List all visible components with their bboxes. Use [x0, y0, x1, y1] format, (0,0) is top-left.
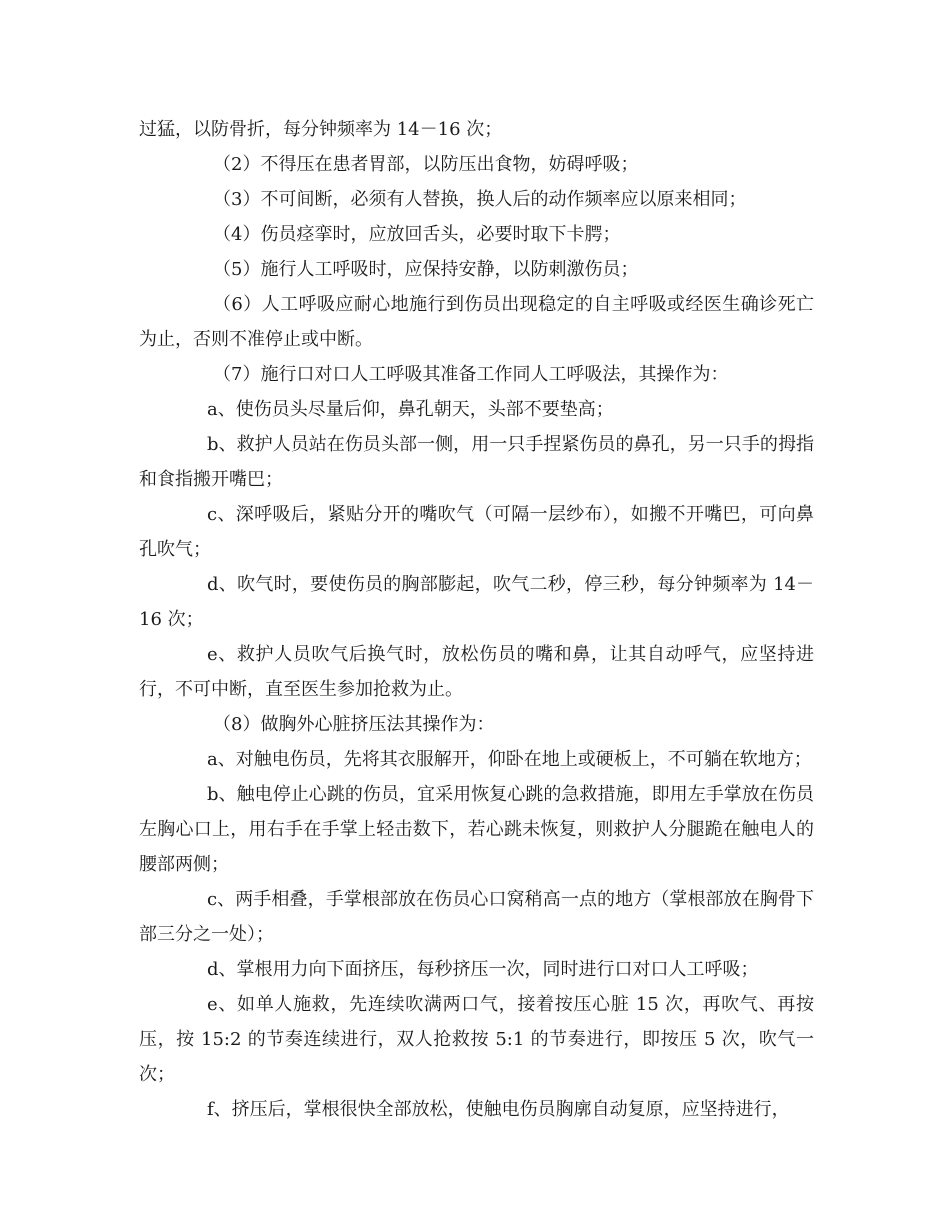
- paragraph: a、对触电伤员，先将其衣服解开，仰卧在地上或硬板上，不可躺在软地方；: [207, 749, 812, 770]
- paragraph: （5）施行人工呼吸时，应保持安静，以防刺激伤员；: [213, 259, 639, 280]
- paragraph: b、触电停止心跳的伤员，宜采用恢复心跳的急救措施，即用左手掌放在伤员左胸心口上，用右手在手掌上轻击数下，若心跳未恢复，则救护人分腿跪在触电人的腰部两侧；: [139, 784, 814, 875]
- paragraph: c、两手相叠，手掌根部放在伤员心口窝稍高一点的地方（掌根部放在胸骨下部三分之一处）；: [139, 889, 814, 945]
- paragraph: d、掌根用力向下面挤压，每秒挤压一次，同时进行口对口人工呼吸；: [207, 959, 759, 980]
- paragraph: e、如单人施救，先连续吹满两口气，接着按压心脏 15 次，再吹气、再按压，按 15:2 的节奏连续进行，双人抢救按 5:1 的节奏进行，即按压 5 次，吹气一次；: [139, 994, 814, 1085]
- document-body: [139, 112, 814, 1127]
- paragraph: （4）伤员痉挛时，应放回舌头，必要时取下卡腭；: [213, 224, 621, 245]
- paragraph: d、吹气时，要使伤员的胸部膨起，吹气二秒，停三秒，每分钟频率为 14－16 次；: [139, 574, 814, 630]
- paragraph: （7）施行口对口人工呼吸其准备工作同人工呼吸法，其操作为：: [213, 364, 729, 385]
- paragraph: （2）不得压在患者胃部，以防压出食物，妨碍呼吸；: [213, 154, 639, 175]
- paragraph: b、救护人员站在伤员头部一侧，用一只手捏紧伤员的鼻孔，另一只手的拇指和食指搬开嘴巴；: [139, 434, 814, 490]
- paragraph: f、挤压后，掌根很快全部放松，使触电伤员胸廓自动复原，应坚持进行，: [207, 1099, 790, 1120]
- paragraph: 过猛，以防骨折，每分钟频率为 14－16 次；: [139, 119, 503, 140]
- paragraph: （3）不可间断，必须有人替换，换人后的动作频率应以原来相同；: [213, 189, 747, 210]
- paragraph: （6）人工呼吸应耐心地施行到伤员出现稳定的自主呼吸或经医生确诊死亡为止，否则不准停止或中断。: [139, 294, 814, 350]
- paragraph: （8）做胸外心脏挤压法其操作为：: [213, 714, 495, 735]
- paragraph: c、深呼吸后，紧贴分开的嘴吹气（可隔一层纱布），如搬不开嘴巴，可向鼻孔吹气；: [139, 504, 814, 560]
- paragraph: a、使伤员头尽量后仰，鼻孔朝天，头部不要垫高；: [207, 399, 614, 420]
- paragraph: e、救护人员吹气后换气时，放松伤员的嘴和鼻，让其自动呼气，应坚持进行，不可中断，直至医生参加抢救为止。: [139, 644, 814, 700]
